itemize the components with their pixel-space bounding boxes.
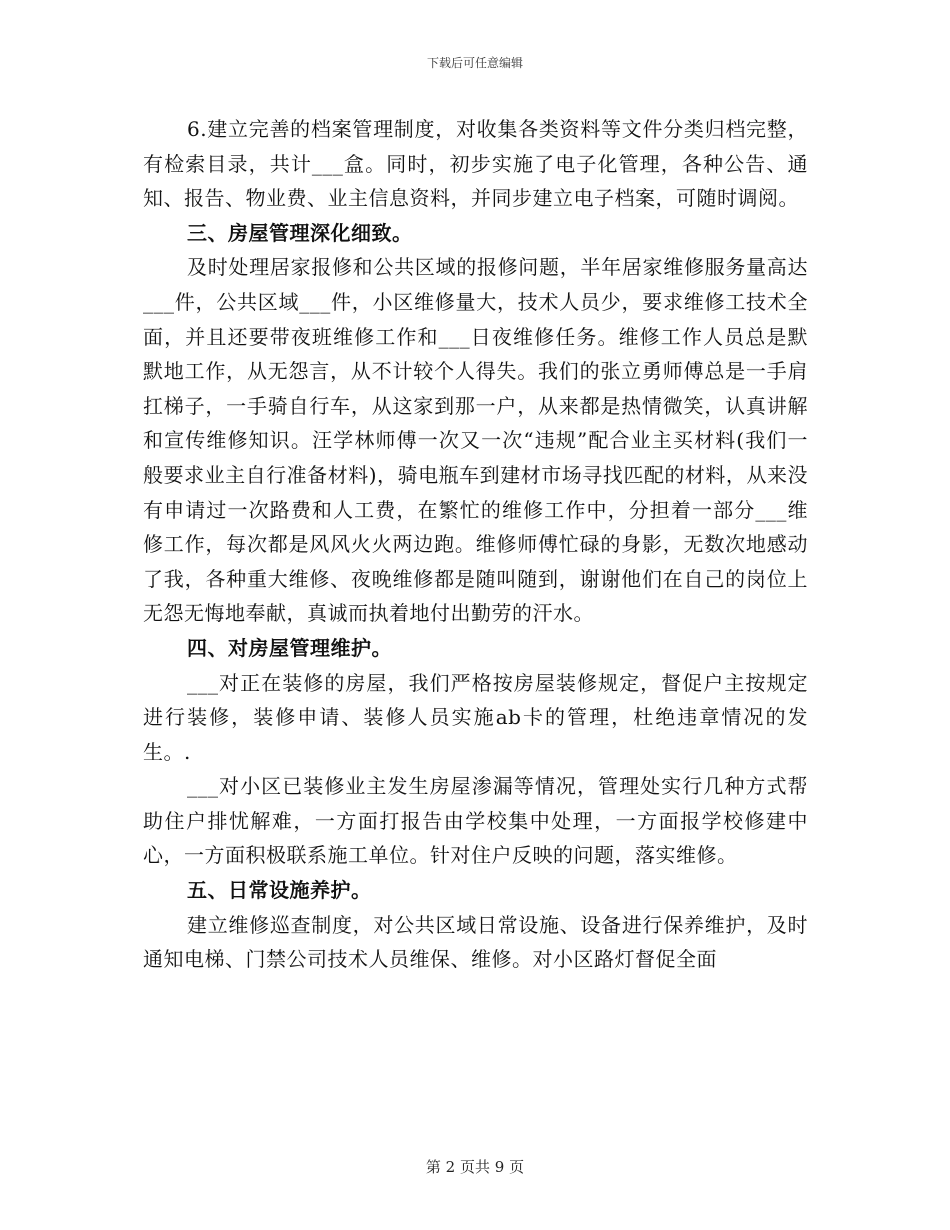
section-heading-housing-management: 三、房屋管理深化细致。 <box>187 220 413 245</box>
page-header-note: 下载后可任意编辑 <box>426 56 523 70</box>
document-body <box>143 112 808 977</box>
paragraph-inspection-system: 建立维修巡查制度，对公共区域日常设施、设备进行保养维护，及时通知电梯、门禁公司技术人员维保、维修。对小区路灯督促全面 <box>143 912 808 972</box>
section-heading-facility-care: 五、日常设施养护。 <box>187 878 372 903</box>
page-number-footer: 第 2 页共 9 页 <box>425 1158 525 1176</box>
paragraph-leak-handling: ___对小区已装修业主发生房屋渗漏等情况，管理处实行几种方式帮助住户排忧解难，一方面打报告由学校集中处理，一方面报学校修建中心，一方面积极联系施工单位。针对住户反映的问题，落实维修。 <box>143 774 808 868</box>
section-heading-housing-maintenance: 四、对房屋管理维护。 <box>187 635 392 660</box>
paragraph-archive-management: 6.建立完善的档案管理制度，对收集各类资料等文件分类归档完整，有检索目录，共计___盒。同时，初步实施了电子化管理，各种公告、通知、报告、物业费、业主信息资料，并同步建立电子档案，可随时调阅。 <box>143 117 808 211</box>
paragraph-renovation-rules: ___对正在装修的房屋，我们严格按房屋装修规定，督促户主按规定进行装修，装修申请、装修人员实施ab卡的管理，杜绝违章情况的发生。. <box>143 670 808 764</box>
paragraph-repair-service: 及时处理居家报修和公共区域的报修问题，半年居家维修服务量高达___件，公共区域___件，小区维修量大，技术人员少，要求维修工技术全面，并且还要带夜班维修工作和___日夜维修任务。维修工作人员总是默默地工作，从无怨言，从不计较个人得失。我们的张立勇师傅总是一手肩扛梯子，一手骑自行车，从这家到那一户，从来都是热情微笑，认真讲解和宣传维修知识。汪学林师傅一次又一次“违规”配合业主买材料(我们一般要求业主自行准备材料)，骑电瓶车到建材市场寻找匹配的材料，从来没有申请过一次路费和人工费，在繁忙的维修工作中，分担着一部分___维修工作，每次都是风风火火两边跑。维修师傅忙碌的身影，无数次地感动了我，各种重大维修、夜晚维修都是随叫随到，谢谢他们在自己的岗位上无怨无悔地奉献，真诚而执着地付出勤劳的汗水。 <box>143 255 808 626</box>
